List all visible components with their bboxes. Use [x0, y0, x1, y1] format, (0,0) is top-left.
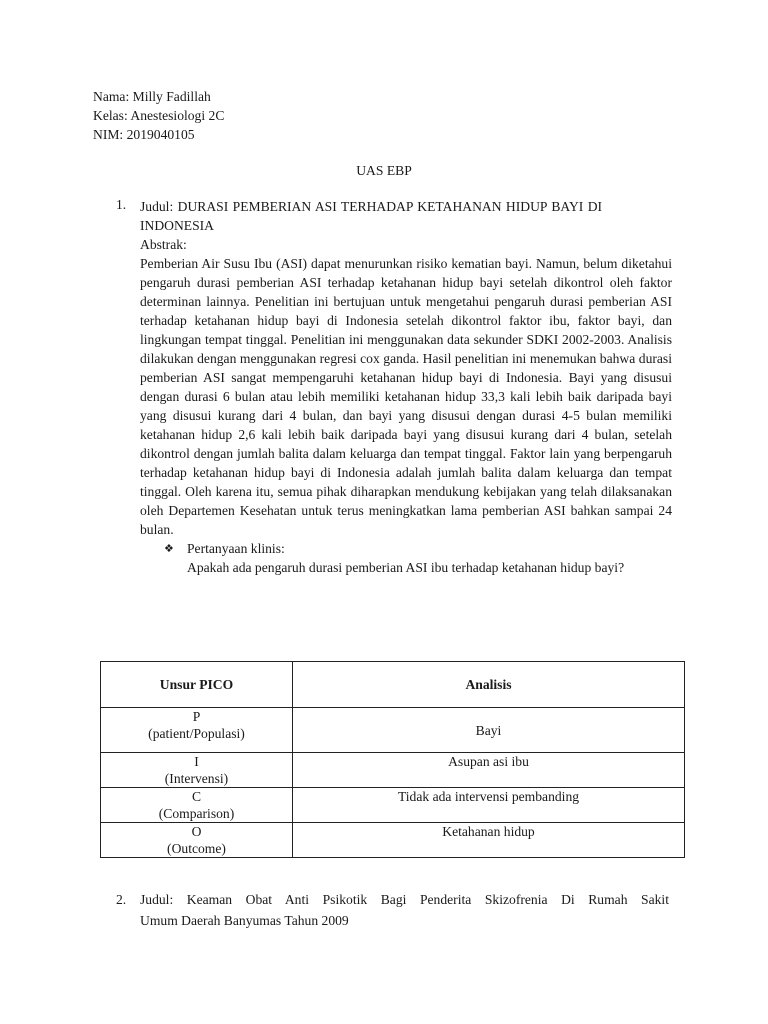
pico-header-element: Unsur PICO: [101, 662, 293, 708]
pico-header-analysis: Analisis: [293, 662, 685, 708]
clinical-question-text: Apakah ada pengaruh durasi pemberian ASI ibu terhadap ketahanan hidup bayi?: [187, 560, 625, 575]
table-row: [101, 753, 685, 788]
pico-element-cell: [101, 753, 293, 788]
item-2-title-line-1: Judul: Keaman Obat Anti Psikotik Bagi Penderita Skizofrenia Di Rumah Sakit: [140, 892, 669, 907]
item-1-title: Judul: DURASI PEMBERIAN ASI TERHADAP KETAHANAN HIDUP BAYI DI INDONESIA: [140, 199, 603, 233]
pico-label: (Comparison): [158, 806, 235, 821]
pico-header-row: [101, 662, 685, 708]
pico-element-cell: [101, 788, 293, 823]
table-row: [101, 708, 685, 753]
item-1: [140, 197, 672, 577]
pico-analysis-cell: Ketahanan hidup: [293, 823, 685, 858]
pico-analysis-cell: Asupan asi ibu: [293, 753, 685, 788]
pico-code: O: [191, 824, 202, 839]
pico-label: (Outcome): [167, 841, 226, 856]
pico-code: I: [194, 754, 199, 769]
item-1-number: 1.: [116, 197, 127, 212]
item-2-number: 2.: [116, 892, 127, 907]
table-row: [101, 788, 685, 823]
pico-element-cell: [101, 823, 293, 858]
student-info: [93, 87, 224, 144]
clinical-question-block: [140, 539, 672, 577]
pico-table: [100, 661, 685, 858]
item-2-title-line-2: Umum Daerah Banyumas Tahun 2009: [140, 913, 349, 928]
pico-code: P: [192, 709, 201, 724]
table-row: [101, 823, 685, 858]
student-class: Kelas: Anestesiologi 2C: [93, 108, 225, 123]
pico-element-cell: [101, 708, 293, 753]
clinical-question-label: Pertanyaan klinis:: [187, 541, 285, 556]
item-2: [140, 889, 669, 931]
abstract-label: Abstrak:: [140, 237, 187, 252]
student-name: Nama: Milly Fadillah: [93, 89, 211, 104]
pico-analysis-cell: Tidak ada intervensi pembanding: [293, 788, 685, 823]
pico-label: (patient/Populasi): [148, 726, 245, 741]
pico-code: C: [191, 789, 202, 804]
student-nim: NIM: 2019040105: [93, 127, 195, 142]
abstract-text: Pemberian Air Susu Ibu (ASI) dapat menurunkan risiko kematian bayi. Namun, belum diketahui pengaruh durasi pemberian ASI terhadap ketahanan hidup bayi setelah dikontrol oleh faktor determinan lainnya. Penelitian ini bertujuan untuk mengetahui pengaruh durasi pemberian ASI terhadap ketahanan hidup bayi di Indonesia setelah dikontrol faktor ibu, faktor bayi, dan lingkungan tempat tinggal. Penelitian ini menggunakan data sekunder SDKI 2002-2003. Analisis dilakukan dengan menggunakan regresi cox ganda. Hasil penelitian ini menemukan bahwa durasi pemberian ASI sangat mempengaruhi ketahanan hidup bayi di Indonesia. Bayi yang disusui dengan durasi 6 bulan atau lebih memiliki ketahanan hidup 33,3 kali lebih baik daripada bayi yang disusui kurang dari 4 bulan, dan bayi yang disusui dengan durasi 4-5 bulan memiliki ketahanan hidup 2,6 kali lebih baik daripada bayi yang disusui kurang dari 4 bulan, setelah dikontrol dengan jumlah balita dalam keluarga dan tempat tinggal. Faktor lain yang berpengaruh terhadap ketahanan hidup bayi di Indonesia adalah jumlah balita dalam keluarga dan tempat tinggal. Oleh karena itu, semua pihak diharapkan mendukung kebijakan yang telah dilaksanakan oleh Departemen Kesehatan untuk terus meningkatkan lama pemberian ASI bahkan sampai 24 bulan.: [140, 256, 672, 537]
pico-analysis-cell: Bayi: [293, 708, 685, 753]
pico-label: (Intervensi): [164, 771, 229, 786]
diamond-bullet-icon: ❖: [164, 542, 174, 555]
document-title: UAS EBP: [356, 163, 412, 178]
